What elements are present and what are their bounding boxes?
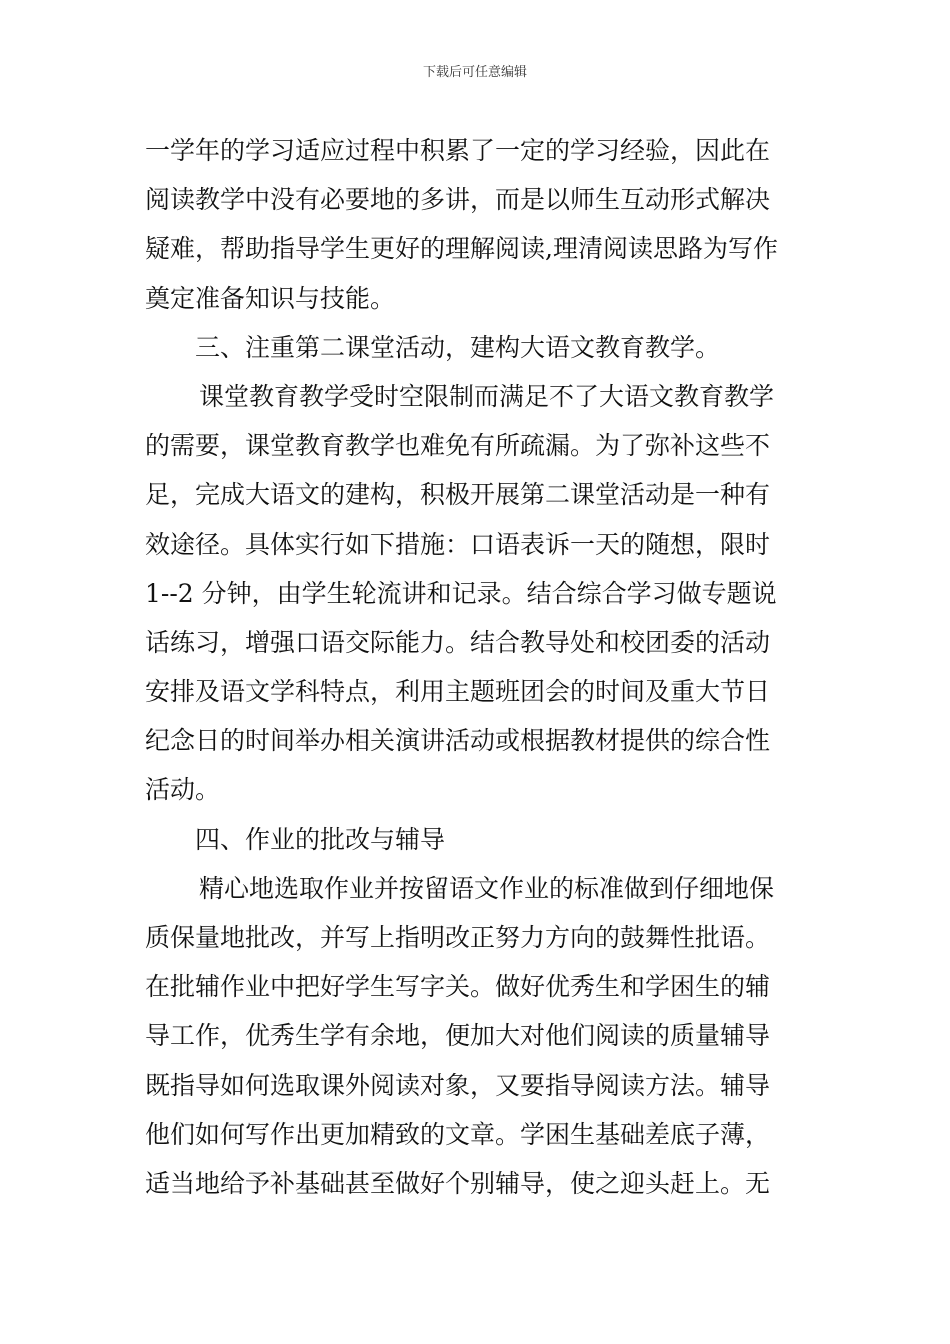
body-line: 疑难，帮助指导学生更好的理解阅读,理清阅读思路为写作 (145, 234, 778, 264)
body-line: 足，完成大语文的建构，积极开展第二课堂活动是一种有 (145, 480, 771, 510)
document-body (145, 126, 810, 1208)
section-heading-3: 三、注重第二课堂活动，建构大语文教育教学。 (195, 332, 721, 362)
body-line: 话练习，增强口语交际能力。结合教导处和校团委的活动 (145, 627, 771, 657)
body-line: 他们如何写作出更加精致的文章。学困生基础差底子薄， (145, 1119, 771, 1149)
body-line: 奠定准备知识与技能。 (145, 283, 396, 313)
body-line: 在批辅作业中把好学生写字关。做好优秀生和学困生的辅 (145, 972, 771, 1002)
page-header: 下载后可任意编辑 (422, 65, 527, 80)
body-line: 适当地给予补基础甚至做好个别辅导，使之迎头赶上。无 (145, 1168, 771, 1198)
body-line: 1--2 分钟，由学生轮流讲和记录。结合综合学习做专题说 (145, 578, 777, 608)
body-line: 导工作，优秀生学有余地，便加大对他们阅读的质量辅导 (145, 1021, 771, 1051)
body-line: 效途径。具体实行如下措施：口语表诉一天的随想，限时 (145, 529, 771, 559)
body-line: 既指导如何选取课外阅读对象，又要指导阅读方法。辅导 (145, 1070, 771, 1100)
body-line: 的需要，课堂教育教学也难免有所疏漏。为了弥补这些不 (145, 431, 771, 461)
body-line: 一学年的学习适应过程中积累了一定的学习经验，因此在 (145, 136, 771, 165)
body-line: 安排及语文学科特点，利用主题班团会的时间及重大节日 (145, 677, 771, 707)
section-heading-4: 四、作业的批改与辅导 (195, 824, 446, 854)
body-line: 精心地选取作业并按留语文作业的标准做到仔细地保 (199, 873, 775, 903)
body-line: 质保量地批改，并写上指明改正努力方向的鼓舞性批语。 (145, 923, 771, 952)
body-line: 课堂教育教学受时空限制而满足不了大语文教育教学 (199, 381, 775, 411)
body-line: 活动。 (145, 775, 221, 805)
body-line: 阅读教学中没有必要地的多讲，而是以师生互动形式解决 (145, 185, 771, 215)
body-line: 纪念日的时间举办相关演讲活动或根据教材提供的综合性 (145, 726, 771, 756)
